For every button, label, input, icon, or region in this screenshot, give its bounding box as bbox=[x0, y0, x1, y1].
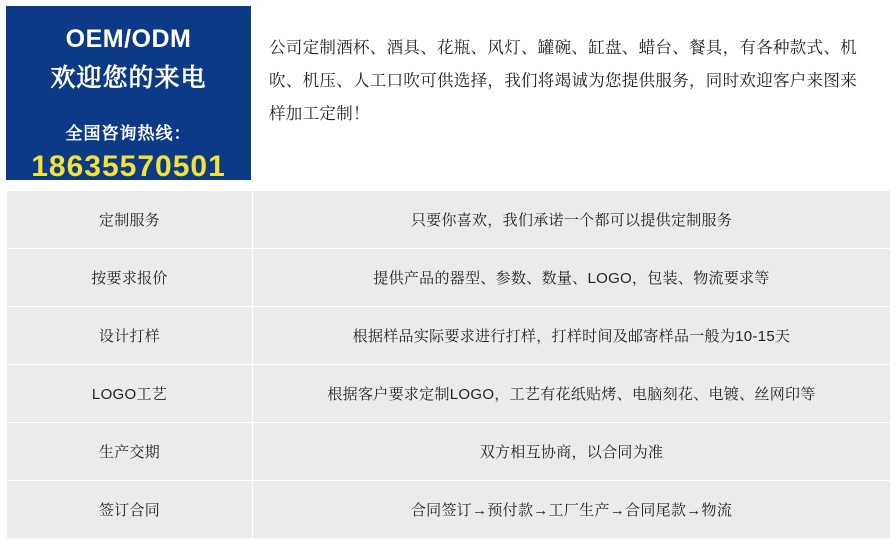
phone-number: 18635570501 bbox=[31, 149, 226, 183]
hotline-label: 全国咨询热线： bbox=[65, 123, 192, 143]
contact-badge bbox=[6, 6, 251, 183]
row-label: 签订合同 bbox=[7, 481, 253, 539]
row-label: 定制服务 bbox=[7, 191, 253, 249]
row-value: 只要你喜欢，我们承诺一个都可以提供定制服务 bbox=[253, 191, 891, 249]
table-row bbox=[7, 423, 891, 481]
table-row bbox=[7, 481, 891, 539]
row-label: LOGO工艺 bbox=[7, 365, 253, 423]
row-value: 根据客户要求定制LOGO，工艺有花纸贴烤、电脑刻花、电镀、丝网印等 bbox=[253, 365, 891, 423]
spec-table bbox=[6, 190, 891, 539]
oem-odm-label: OEM/ODM bbox=[65, 25, 192, 53]
row-label: 生产交期 bbox=[7, 423, 253, 481]
table-row bbox=[7, 191, 891, 249]
row-label: 按要求报价 bbox=[7, 249, 253, 307]
table-row bbox=[7, 249, 891, 307]
row-value: 根据样品实际要求进行打样，打样时间及邮寄样品一般为10-15天 bbox=[253, 307, 891, 365]
table-row bbox=[7, 307, 891, 365]
table-row bbox=[7, 365, 891, 423]
row-value: 提供产品的器型、参数、数量、LOGO，包装、物流要求等 bbox=[253, 249, 891, 307]
row-value: 合同签订→预付款→工厂生产→合同尾款→物流 bbox=[253, 481, 891, 539]
spec-table-container bbox=[0, 180, 896, 539]
intro-paragraph: 公司定制酒杯、酒具、花瓶、风灯、罐碗、缸盘、蜡台、餐具，有各种款式、机吹、机压、人工口吹可供选择，我们将竭诚为您提供服务，同时欢迎客户来图来样加工定制！ bbox=[251, 6, 890, 180]
row-label: 设计打样 bbox=[7, 307, 253, 365]
row-value: 双方相互协商，以合同为准 bbox=[253, 423, 891, 481]
welcome-label: 欢迎您的来电 bbox=[50, 64, 207, 92]
page-header bbox=[0, 0, 896, 183]
